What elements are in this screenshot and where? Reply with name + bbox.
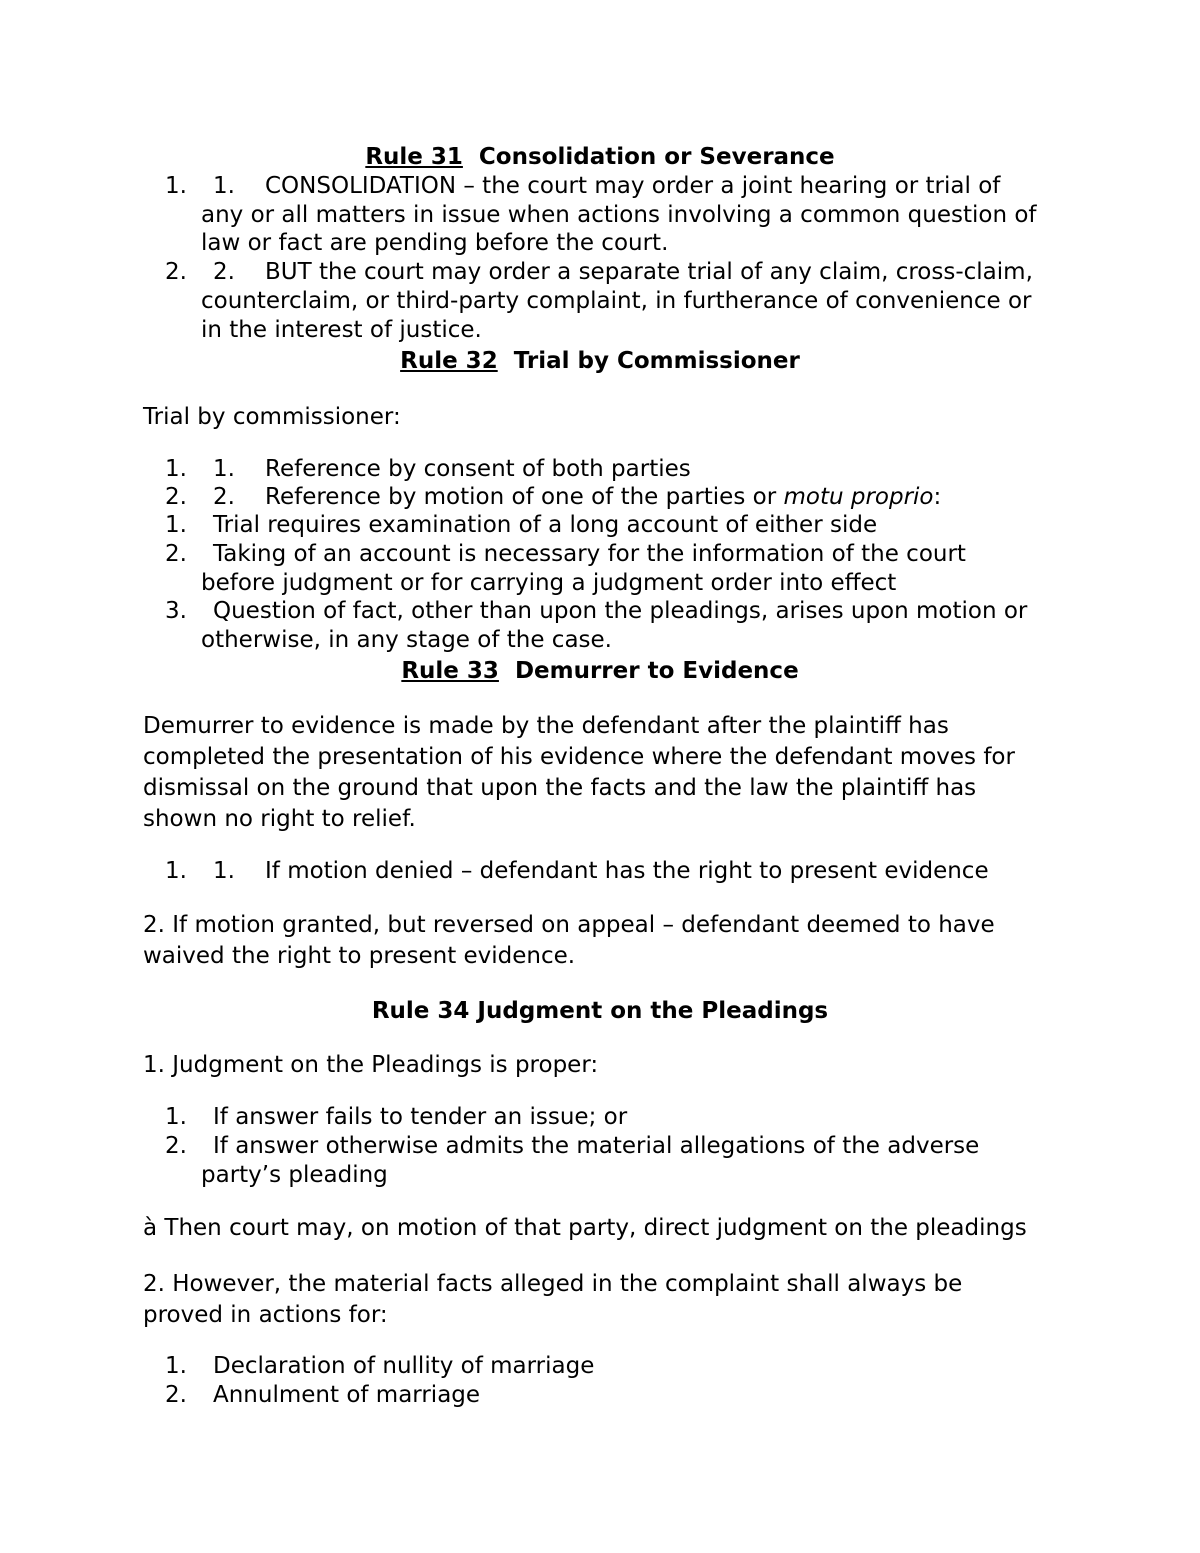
paragraph-line: waived the right to present evidence. xyxy=(143,943,576,969)
rule-32-title: Trial by Commissioner xyxy=(513,348,800,374)
list-item-continuation: in the interest of justice. xyxy=(201,317,482,343)
list-item-text: Annulment of marriage xyxy=(213,1382,481,1408)
list-marker: 1. xyxy=(165,173,187,199)
rule-31-heading xyxy=(0,143,1200,172)
paragraph-line: dismissal on the ground that upon the facts and the law the plaintiff has xyxy=(143,775,977,801)
list-marker: 1. xyxy=(165,1104,187,1130)
rule-32-heading xyxy=(0,347,1200,376)
paragraph-line: 2. If motion granted, but reversed on appeal – defendant deemed to have xyxy=(143,912,995,938)
list-item-text: Question of fact, other than upon the pleadings, arises upon motion or xyxy=(213,598,1028,624)
list-marker: 2. xyxy=(165,484,187,510)
list-item-continuation: before judgment or for carrying a judgment order into effect xyxy=(201,570,897,596)
rule-33-heading xyxy=(0,657,1200,686)
paragraph-line: 1. Judgment on the Pleadings is proper: xyxy=(143,1052,599,1078)
text-segment: Reference by motion of one of the parties or xyxy=(265,484,784,510)
rule-31-title: Consolidation or Severance xyxy=(478,144,835,170)
list-item-text: Taking of an account is necessary for the information of the court xyxy=(213,541,966,567)
list-marker: 2. xyxy=(165,1382,187,1408)
italic-term: motu proprio xyxy=(783,484,934,510)
list-item-continuation: otherwise, in any stage of the case. xyxy=(201,627,612,653)
list-item-text: Reference by consent of both parties xyxy=(265,456,691,482)
rule-33-title: Demurrer to Evidence xyxy=(514,658,799,684)
intro-text: Trial by commissioner: xyxy=(143,404,401,430)
list-item-text: If answer otherwise admits the material allegations of the adverse xyxy=(213,1133,980,1159)
sub-marker: 2. xyxy=(213,259,235,285)
arrow-paragraph: à Then court may, on motion of that party, direct judgment on the pleadings xyxy=(143,1215,1027,1241)
paragraph-line: proved in actions for: xyxy=(143,1302,388,1328)
list-item-continuation: party’s pleading xyxy=(201,1162,388,1188)
paragraph-line: Demurrer to evidence is made by the defendant after the plaintiff has xyxy=(143,713,949,739)
list-item-text: Declaration of nullity of marriage xyxy=(213,1353,595,1379)
list-marker: 2. xyxy=(165,259,187,285)
list-marker: 2. xyxy=(165,541,187,567)
list-marker: 1. xyxy=(165,456,187,482)
list-item-continuation: any or all matters in issue when actions involving a common question of xyxy=(201,202,1037,228)
rule-32-number: Rule 32 xyxy=(400,348,498,374)
list-item-text: If answer fails to tender an issue; or xyxy=(213,1104,628,1130)
sub-marker: 1. xyxy=(213,173,235,199)
list-marker: 1. xyxy=(165,858,187,884)
sub-marker: 2. xyxy=(213,484,235,510)
rule-34-heading: Rule 34 Judgment on the Pleadings xyxy=(371,998,829,1024)
list-item-text xyxy=(265,483,941,512)
sub-marker: 1. xyxy=(213,456,235,482)
rule-33-number: Rule 33 xyxy=(401,658,499,684)
list-item-continuation: law or fact are pending before the court. xyxy=(201,230,669,256)
list-marker: 3. xyxy=(165,598,187,624)
list-marker: 1. xyxy=(165,1353,187,1379)
paragraph-line: shown no right to relief. xyxy=(143,806,416,832)
sub-marker: 1. xyxy=(213,858,235,884)
rule-31-number: Rule 31 xyxy=(365,144,463,170)
list-marker: 2. xyxy=(165,1133,187,1159)
list-item-text: CONSOLIDATION – the court may order a joint hearing or trial of xyxy=(265,173,1001,199)
list-item-continuation: counterclaim, or third-party complaint, in furtherance of convenience or xyxy=(201,288,1032,314)
list-item-text: Trial requires examination of a long account of either side xyxy=(213,512,878,538)
paragraph-line: 2. However, the material facts alleged in the complaint shall always be xyxy=(143,1271,963,1297)
list-item-text: If motion denied – defendant has the right to present evidence xyxy=(265,858,989,884)
text-segment: : xyxy=(933,484,942,510)
list-marker: 1. xyxy=(165,512,187,538)
paragraph-line: completed the presentation of his evidence where the defendant moves for xyxy=(143,744,1015,770)
list-item-text: BUT the court may order a separate trial of any claim, cross-claim, xyxy=(265,259,1033,285)
